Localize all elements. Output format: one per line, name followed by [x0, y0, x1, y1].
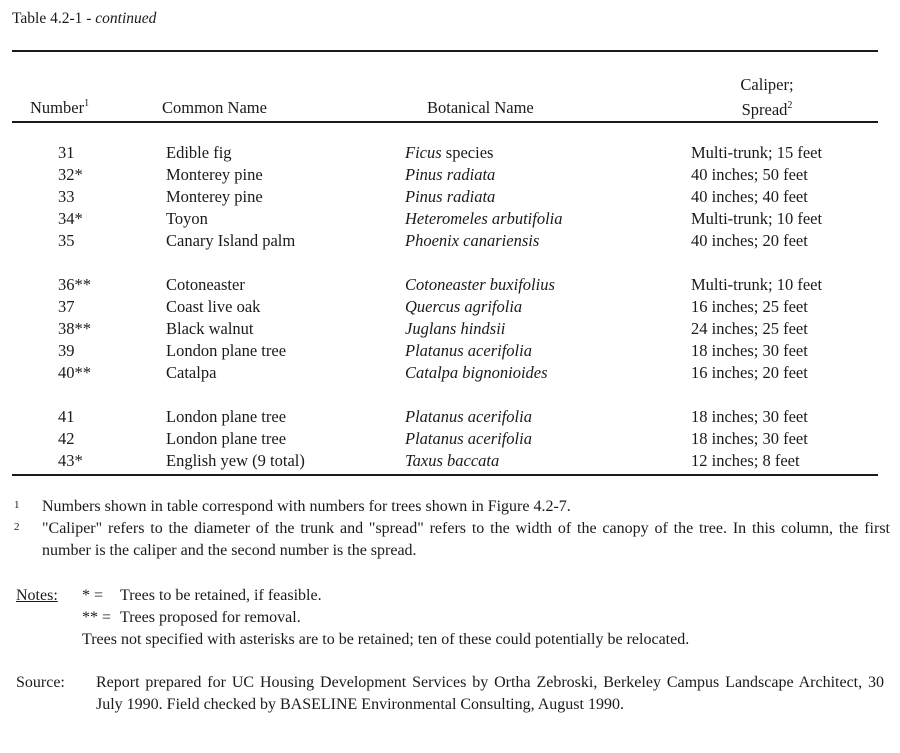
caliper-spread: 16 inches; 25 feet — [691, 297, 808, 316]
column-header-spread-label: Spread — [741, 100, 788, 119]
table-caption-prefix: Table 4.2-1 - — [12, 10, 96, 27]
tree-number: 32* — [58, 165, 83, 184]
botanical-name — [405, 450, 499, 472]
column-header-caliper-line1: Caliper; — [740, 75, 794, 94]
caliper-spread: 40 inches; 20 feet — [691, 231, 808, 250]
note-general: Trees not specified with asterisks are to be retained; ten of these could potentially be relocated. — [82, 631, 690, 648]
tree-number: 40** — [58, 363, 91, 382]
tree-number: 43* — [58, 451, 83, 470]
botanical-name — [405, 362, 548, 384]
table-bottom-rule — [12, 474, 878, 476]
tree-number: 38** — [58, 319, 91, 338]
caliper-spread: Multi-trunk; 10 feet — [691, 209, 823, 228]
table-row — [0, 208, 900, 230]
botanical-name — [405, 230, 539, 252]
caliper-spread: 18 inches; 30 feet — [691, 429, 808, 448]
tree-number: 37 — [58, 297, 75, 316]
footnotes — [14, 496, 890, 562]
botanical-name — [405, 428, 532, 450]
botanical-name-italic: Pinus radiata — [405, 187, 496, 206]
botanical-name-italic: Heteromeles arbutifolia — [405, 209, 563, 228]
caliper-spread: 24 inches; 25 feet — [691, 319, 808, 338]
footnote-2 — [14, 518, 890, 562]
footnote-2-mark: 2 — [14, 521, 20, 533]
caliper-spread: 40 inches; 50 feet — [691, 165, 808, 184]
tree-number: 39 — [58, 341, 75, 360]
caliper-spread: 16 inches; 20 feet — [691, 363, 808, 382]
header-bottom-rule — [12, 121, 878, 123]
botanical-name-italic: Platanus acerifolia — [405, 429, 532, 448]
common-name: London plane tree — [166, 429, 287, 448]
tree-number: 34* — [58, 209, 83, 228]
common-name: Coast live oak — [166, 297, 261, 316]
common-name: Monterey pine — [166, 165, 263, 184]
table-row — [0, 406, 900, 428]
table-row — [0, 340, 900, 362]
botanical-name — [405, 164, 495, 186]
common-name: Cotoneaster — [166, 275, 245, 294]
common-name: London plane tree — [166, 341, 287, 360]
botanical-name — [405, 186, 495, 208]
common-name: London plane tree — [166, 407, 287, 426]
common-name: Catalpa — [166, 363, 217, 382]
tree-number: 35 — [58, 231, 75, 250]
botanical-name-italic: Cotoneaster buxifolius — [405, 275, 555, 294]
botanical-name — [405, 296, 522, 318]
botanical-name-italic: Catalpa bignonioides — [405, 363, 548, 382]
tree-number: 42 — [58, 429, 75, 448]
table-row — [0, 230, 900, 252]
common-name: English yew (9 total) — [166, 451, 305, 470]
botanical-name — [405, 274, 555, 296]
footnote-1 — [14, 496, 890, 518]
note-single-asterisk — [82, 585, 882, 607]
tree-number: 36** — [58, 275, 91, 294]
column-header-caliper-line2 — [712, 95, 822, 120]
table-top-rule — [12, 50, 878, 52]
common-name: Toyon — [166, 209, 208, 228]
common-name: Black walnut — [166, 319, 254, 338]
note-double-asterisk-symbol: ** = — [82, 609, 112, 626]
botanical-name-roman: species — [441, 143, 494, 162]
common-name: Monterey pine — [166, 187, 263, 206]
footnote-ref-1: 1 — [84, 98, 90, 109]
notes-section — [14, 585, 890, 651]
source-text: Report prepared for UC Housing Development Services by Ortha Zebroski, Berkeley Campus Landscape Architect, 30 July 1990. Field checked by BASELINE Environmental Consulting, August 1990. — [96, 674, 884, 713]
column-header-common-name: Common Name — [162, 98, 267, 117]
footnote-1-text: Numbers shown in table correspond with numbers for trees shown in Figure 4.2-7. — [42, 498, 571, 515]
table-row — [0, 164, 900, 186]
common-name: Edible fig — [166, 143, 232, 162]
table-caption-continued: continued — [95, 10, 157, 27]
caliper-spread: Multi-trunk; 10 feet — [691, 275, 823, 294]
botanical-name-italic: Platanus acerifolia — [405, 407, 532, 426]
note-single-asterisk-text: Trees to be retained, if feasible. — [120, 587, 322, 604]
note-single-asterisk-symbol: * = — [82, 587, 104, 604]
column-header-botanical-name: Botanical Name — [427, 98, 534, 117]
footnote-2-text: "Caliper" refers to the diameter of the trunk and "spread" refers to the width of the canopy of the tree. In this column, the first number is the caliper and the second number is the spread. — [42, 520, 890, 559]
table-row — [0, 362, 900, 384]
notes-items — [82, 585, 882, 651]
table-caption — [12, 10, 156, 28]
botanical-name-italic: Taxus baccata — [405, 451, 500, 470]
caliper-spread: Multi-trunk; 15 feet — [691, 143, 823, 162]
source-section — [14, 672, 890, 716]
table-body — [0, 142, 900, 472]
tree-number: 31 — [58, 143, 75, 162]
botanical-name-italic: Phoenix canariensis — [405, 231, 540, 250]
botanical-name-italic: Ficus — [405, 143, 442, 162]
note-double-asterisk — [82, 607, 882, 629]
common-name: Canary Island palm — [166, 231, 296, 250]
column-header-number — [30, 98, 89, 118]
botanical-name — [405, 406, 532, 428]
botanical-name-italic: Quercus agrifolia — [405, 297, 523, 316]
botanical-name-italic: Platanus acerifolia — [405, 341, 532, 360]
note-double-asterisk-text: Trees proposed for removal. — [120, 609, 301, 626]
caliper-spread: 18 inches; 30 feet — [691, 407, 808, 426]
botanical-name-italic: Pinus radiata — [405, 165, 496, 184]
notes-label: Notes: — [16, 587, 58, 604]
column-header-number-label: Number — [30, 98, 85, 117]
caliper-spread: 12 inches; 8 feet — [691, 451, 800, 470]
table-row — [0, 274, 900, 296]
caliper-spread: 40 inches; 40 feet — [691, 187, 808, 206]
tree-number: 41 — [58, 407, 75, 426]
table-row — [0, 186, 900, 208]
table-row — [0, 428, 900, 450]
botanical-name — [405, 318, 505, 340]
botanical-name-italic: Juglans hindsii — [405, 319, 506, 338]
footnote-1-mark: 1 — [14, 499, 20, 511]
footnote-ref-2: 2 — [787, 100, 793, 111]
table-row — [0, 318, 900, 340]
tree-number: 33 — [58, 187, 75, 206]
table-row — [0, 450, 900, 472]
column-header-caliper-spread — [712, 74, 822, 120]
table-row — [0, 142, 900, 164]
caliper-spread: 18 inches; 30 feet — [691, 341, 808, 360]
table-row — [0, 296, 900, 318]
botanical-name — [405, 208, 563, 230]
botanical-name — [405, 340, 532, 362]
botanical-name — [405, 142, 493, 164]
source-label: Source: — [16, 674, 65, 691]
